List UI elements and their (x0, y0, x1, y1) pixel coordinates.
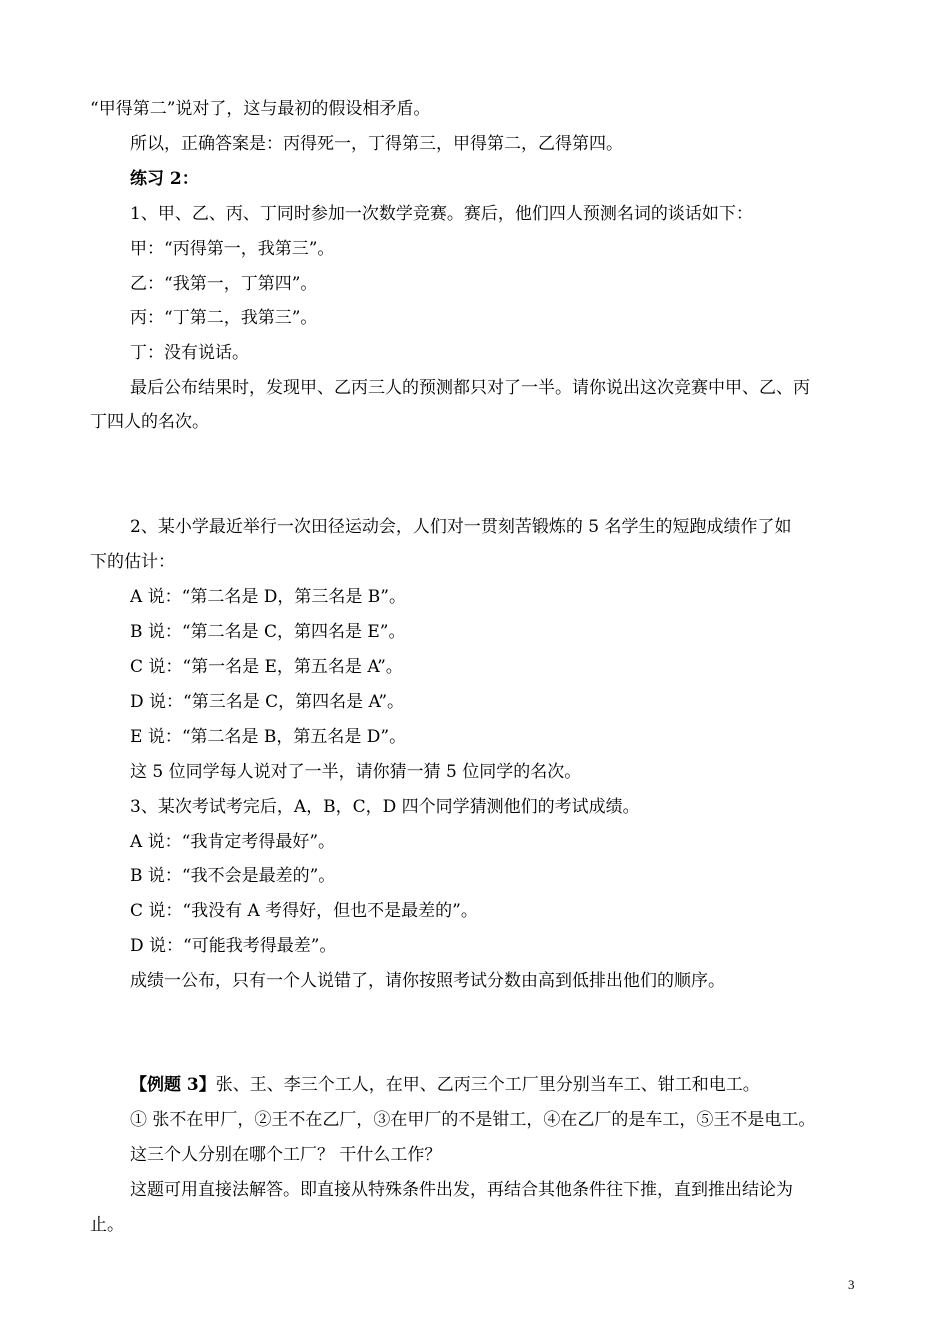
text-line: A 说：“第二名是 D，第三名是 B”。 (130, 587, 406, 607)
text-line: “甲得第二”说对了，这与最初的假设相矛盾。 (90, 99, 431, 119)
text-line: 下的估计： (90, 552, 175, 572)
text-line: D 说：“第三名是 C，第四名是 A”。 (130, 692, 405, 712)
example-line (0, 1073, 950, 1097)
text-line: 止。 (90, 1215, 124, 1235)
text-line: 丁：没有说话。 (130, 343, 249, 363)
text-line: 这三个人分别在哪个工厂？ 干什么工作？ (130, 1145, 442, 1165)
section-heading: 练习 2： (130, 169, 199, 189)
text-line: 张、王、李三个工人，在甲、乙丙三个工厂里分别当车工、钳工和电工。 (215, 1075, 760, 1095)
text-line: 所以，正确答案是：丙得死一，丁得第三，甲得第二，乙得第四。 (130, 134, 623, 154)
text-line: E 说：“第二名是 B，第五名是 D”。 (130, 727, 407, 747)
text-line: 1、甲、乙、丙、丁同时参加一次数学竞赛。赛后，他们四人预测名词的谈话如下： (130, 204, 753, 224)
example-label: 【例题 3】 (130, 1075, 216, 1095)
text-line: 丁四人的名次。 (90, 412, 209, 432)
text-line: C 说：“第一名是 E，第五名是 A”。 (130, 657, 403, 677)
text-line: 这 5 位同学每人说对了一半，请你猜一猜 5 位同学的名次。 (130, 762, 582, 782)
text-line: 乙：“我第一，丁第四”。 (130, 274, 318, 294)
text-line: 这题可用直接法解答。即直接从特殊条件出发，再结合其他条件往下推，直到推出结论为 (130, 1180, 793, 1200)
text-line: B 说：“我不会是最差的”。 (130, 866, 336, 886)
text-line: D 说：“可能我考得最差”。 (130, 936, 337, 956)
text-line: C 说：“我没有 A 考得好，但也不是最差的”。 (130, 901, 478, 921)
text-line: 最后公布结果时，发现甲、乙丙三人的预测都只对了一半。请你说出这次竞赛中甲、乙、丙 (130, 378, 810, 398)
text-line: ① 张不在甲厂，②王不在乙厂，③在甲厂的不是钳工，④在乙厂的是车工，⑤王不是电工。 (130, 1110, 816, 1130)
text-line: 丙：“丁第二，我第三”。 (130, 308, 318, 328)
text-line: 3、某次考试考完后，A，B，C，D 四个同学猜测他们的考试成绩。 (130, 797, 640, 817)
text-line: 2、某小学最近举行一次田径运动会，人们对一贯刻苦锻炼的 5 名学生的短跑成绩作了如 (130, 517, 792, 537)
text-line: 甲：“丙得第一，我第三”。 (130, 239, 335, 259)
text-line: B 说：“第二名是 C，第四名是 E”。 (130, 622, 406, 642)
page-number: 3 (848, 1277, 855, 1292)
text-line: A 说：“我肯定考得最好”。 (130, 832, 336, 852)
text-line: 成绩一公布，只有一个人说错了，请你按照考试分数由高到低排出他们的顺序。 (130, 971, 725, 991)
